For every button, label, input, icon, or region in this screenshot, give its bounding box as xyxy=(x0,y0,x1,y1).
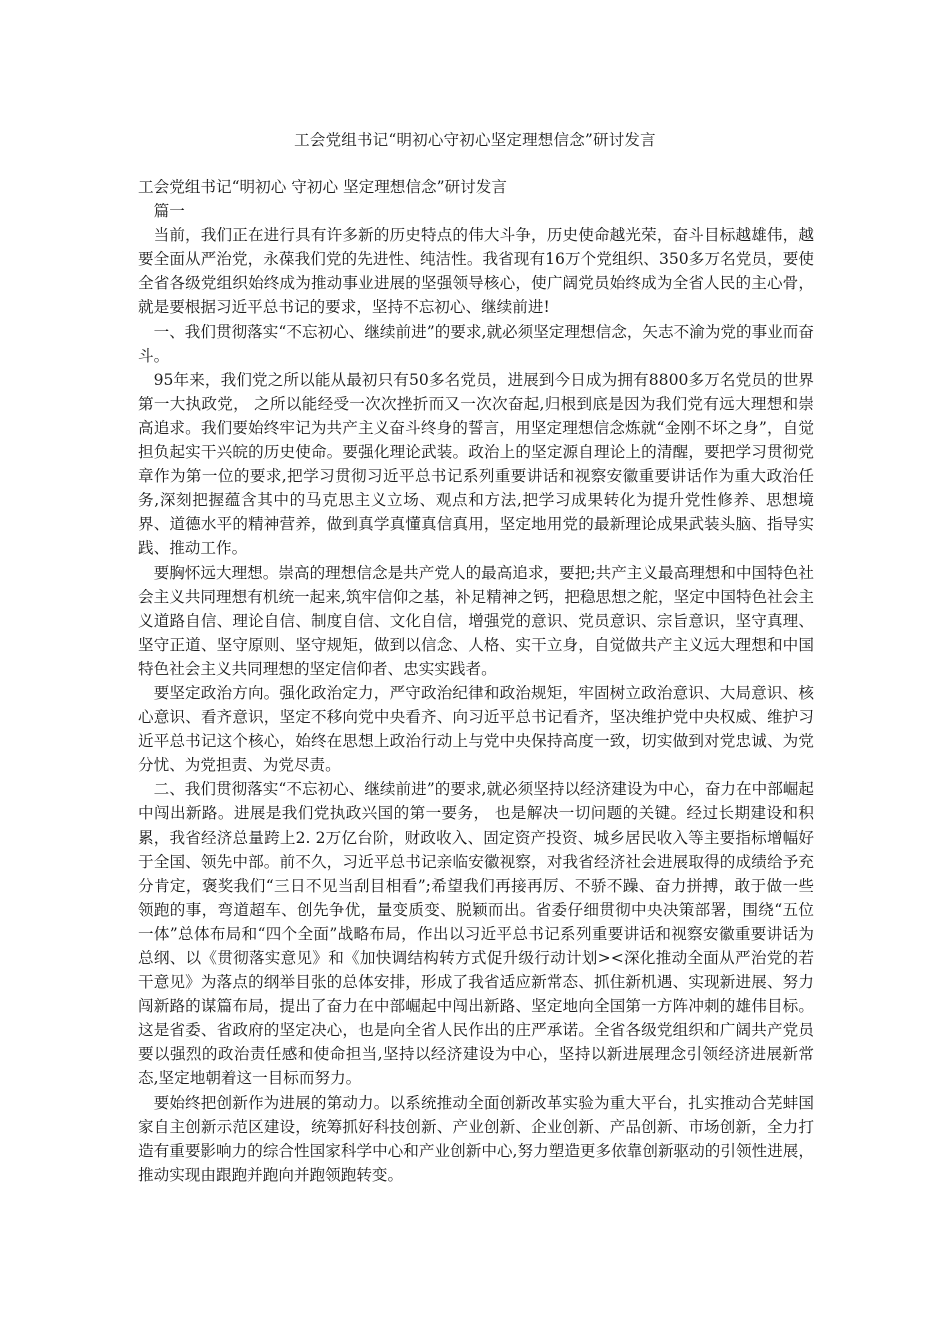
document-body xyxy=(138,175,814,1187)
paragraph: 95年来，我们党之所以能从最初只有50多名党员，进展到今日成为拥有8800多万名党员的世界第一大执政党， 之所以能经受一次次挫折而又一次次奋起,归根到底是因为我们党有远大理想和崇高追求。我们要始终牢记为共产主义奋斗终身的誓言，用坚定理想信念炼就“金刚不坏之身”，自觉担负起实干兴皖的历史使命。要强化理论武装。政治上的坚定源自理论上的清醒，要把学习贯彻党章作为第一位的要求,把学习贯彻习近平总书记系列重要讲话和视察安徽重要讲话作为重大政治任务,深刻把握蕴含其中的马克思主义立场、观点和方法,把学习成果转化为提升党性修养、思想境界、道德水平的精神营养，做到真学真懂真信真用，坚定地用党的最新理论成果武装头脑、指导实践、推动工作。 xyxy=(138,370,814,558)
paragraph: 当前，我们正在进行具有许多新的历史特点的伟大斗争，历史使命越光荣，奋斗目标越雄伟，越要全面从严治党，永葆我们党的先进性、纯洁性。我省现有16万个党组织、350多万名党员，要使全省各级党组织始终成为推动事业进展的坚强领导核心，使广阔党员始终成为全省人民的主心骨，就是要根据习近平总书记的要求，坚持不忘初心、继续前进! xyxy=(138,226,814,317)
paragraph: 要坚定政治方向。强化政治定力，严守政治纪律和政治规矩，牢固树立政治意识、大局意识、核心意识、看齐意识，坚定不移向党中央看齐、向习近平总书记看齐，坚决维护党中央权威、维护习近平总书记这个核心，始终在思想上政治行动上与党中央保持高度一致，切实做到对党忠诚、为党分忧、为党担责、为党尽责。 xyxy=(138,683,814,775)
document-title: 工会党组书记“明初心守初心坚定理想信念”研讨发言 xyxy=(294,131,656,149)
paragraph: 要始终把创新作为进展的第动力。以系统推动全面创新改革实验为重大平台，扎实推动合芜蚌国家自主创新示范区建设，统筹抓好科技创新、产业创新、企业创新、产品创新、市场创新，全力打造有重要影响力的综合性国家科学中心和产业创新中心,努力塑造更多依靠创新驱动的引领性进展，推动实现由跟跑并跑向并跑领跑转变。 xyxy=(138,1093,814,1184)
paragraph: 一、我们贯彻落实“不忘初心、继续前进”的要求,就必须坚定理想信念，矢志不渝为党的事业而奋斗。 xyxy=(138,322,814,365)
document-subtitle: 工会党组书记“明初心 守初心 坚定理想信念”研讨发言 xyxy=(138,178,507,196)
section-label: 篇一 xyxy=(153,202,185,221)
paragraph: 二、我们贯彻落实“不忘初心、继续前进”的要求,就必须坚持以经济建设为中心，奋力在中部崛起中闯出新路。进展是我们党执政兴国的第一要务， 也是解决一切问题的关键。经过长期建设和积累，我省经济总量跨上2. 2万亿台阶，财政收入、固定资产投资、城乡居民收入等主要指标增幅好于全国、领先中部。前不久，习近平总书记亲临安徽视察，对我省经济社会进展取得的成绩给予充分肯定，褒奖我们“三日不见当刮目相看”;希望我们再接再厉、不骄不躁、奋力拼搏，敢于做一些领跑的事，弯道超车、创先争优，量变质变、脱颖而出。省委仔细贯彻中央决策部署，围绕“五位一体”总体布局和“四个全面”战略布局，作出以习近平总书记系列重要讲话和视察安徽重要讲话为总纲、以《贯彻落实意见》和《加快调结构转方式促升级行动计划><深化推动全面从严治党的若干意见》为落点的纲举目张的总体安排，形成了我省适应新常态、抓住新机遇、实现新进展、努力闯新路的谋篇布局，提出了奋力在中部崛起中闯出新路、坚定地向全国第一方阵冲刺的雄伟目标。这是省委、省政府的坚定决心，也是向全省人民作出的庄严承诺。全省各级党组织和广阔共产党员要以强烈的政治责任感和使命担当,坚持以经济建设为中心，坚持以新进展理念引领经济进展新常态,坚定地朝着这一目标而努力。 xyxy=(138,780,814,1088)
paragraph: 要胸怀远大理想。崇高的理想信念是共产党人的最高追求，要把;共产主义最高理想和中国特色社会主义共同理想有机统一起来,筑牢信仰之基，补足精神之钙，把稳思想之舵，坚定中国特色社会主义道路自信、理论自信、制度自信、文化自信，增强党的意识、党员意识、宗旨意识，坚守真理、坚守正道、坚守原则、坚守规矩，做到以信念、人格、实干立身，自觉做共产主义远大理想和中国特色社会主义共同理想的坚定信仰者、忠实实践者。 xyxy=(138,563,814,678)
